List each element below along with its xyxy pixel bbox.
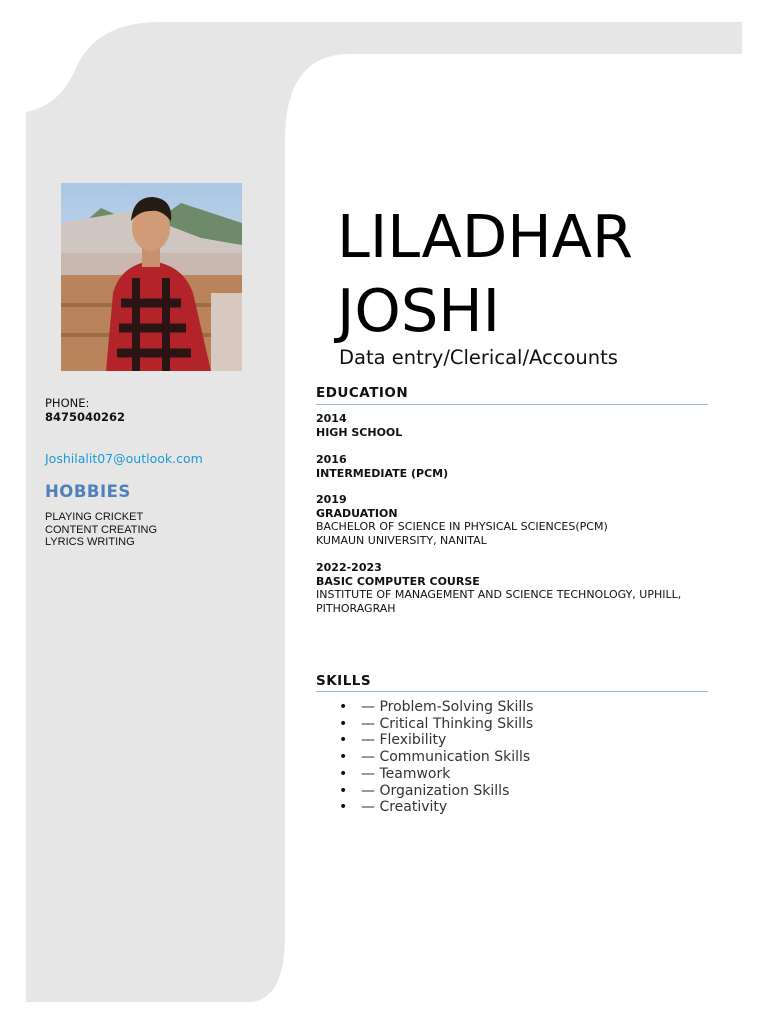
education-divider (316, 404, 708, 405)
education-year: 2022-2023 (316, 561, 382, 574)
education-year: 2019 (316, 493, 347, 506)
education-title: INTERMEDIATE (PCM) (316, 466, 449, 480)
skill-item (339, 732, 533, 749)
bullet-icon: • (339, 732, 348, 749)
hobby-item: PLAYING CRICKET (45, 511, 144, 523)
education-entry (316, 561, 711, 615)
phone-number: 8475040262 (45, 410, 126, 424)
skills-list (339, 699, 533, 816)
skill-item (339, 783, 533, 800)
skill-label: — Creativity (361, 799, 448, 816)
skill-item (339, 749, 533, 766)
skills-heading: SKILLS (316, 673, 372, 689)
skill-label: — Organization Skills (361, 782, 510, 799)
bullet-icon: • (339, 699, 348, 715)
skill-label: — Problem-Solving Skills (361, 699, 534, 715)
education-detail: KUMAUN UNIVERSITY, NANITAL (316, 533, 487, 547)
candidate-name (337, 200, 717, 348)
education-year: 2016 (316, 453, 347, 466)
bullet-icon: • (339, 715, 348, 732)
education-detail: BACHELOR OF SCIENCE IN PHYSICAL SCIENCES(PCM) (316, 520, 608, 534)
education-detail: INSTITUTE OF MANAGEMENT AND SCIENCE TECHNOLOGY, UPHILL, (316, 588, 682, 602)
skill-label: — Flexibility (361, 732, 447, 749)
education-detail: PITHORAGRAH (316, 601, 396, 615)
hobby-item: LYRICS WRITING (45, 536, 135, 549)
education-entry (316, 453, 711, 480)
skill-item (339, 716, 533, 733)
education-year: 2014 (316, 412, 347, 425)
hobbies-list (45, 511, 157, 549)
education-heading: EDUCATION (316, 385, 409, 401)
profile-photo (61, 183, 242, 371)
bullet-icon: • (339, 799, 348, 816)
name-last: JOSHI (337, 276, 501, 345)
skill-label: — Communication Skills (361, 749, 531, 766)
hobbies-heading: HOBBIES (45, 482, 131, 501)
phone-label: PHONE: (45, 396, 90, 410)
education-title: GRADUATION (316, 506, 398, 520)
job-role: Data entry/Clerical/Accounts (339, 346, 618, 369)
bullet-icon: • (339, 749, 348, 766)
skill-item (339, 799, 533, 816)
education-entry (316, 493, 711, 547)
skills-divider (316, 691, 708, 692)
skill-label: — Teamwork (361, 765, 451, 782)
bullet-icon: • (339, 782, 348, 799)
bullet-icon: • (339, 765, 348, 782)
education-title: BASIC COMPUTER COURSE (316, 574, 480, 588)
education-title: HIGH SCHOOL (316, 425, 403, 439)
skill-item (339, 699, 533, 716)
skill-item (339, 766, 533, 783)
email-link[interactable]: Joshilalit07@outlook.com (45, 451, 203, 466)
skill-label: — Critical Thinking Skills (361, 715, 534, 732)
education-entry (316, 412, 711, 439)
name-first: LILADHAR (337, 202, 634, 271)
hobby-item: CONTENT CREATING (45, 523, 158, 536)
